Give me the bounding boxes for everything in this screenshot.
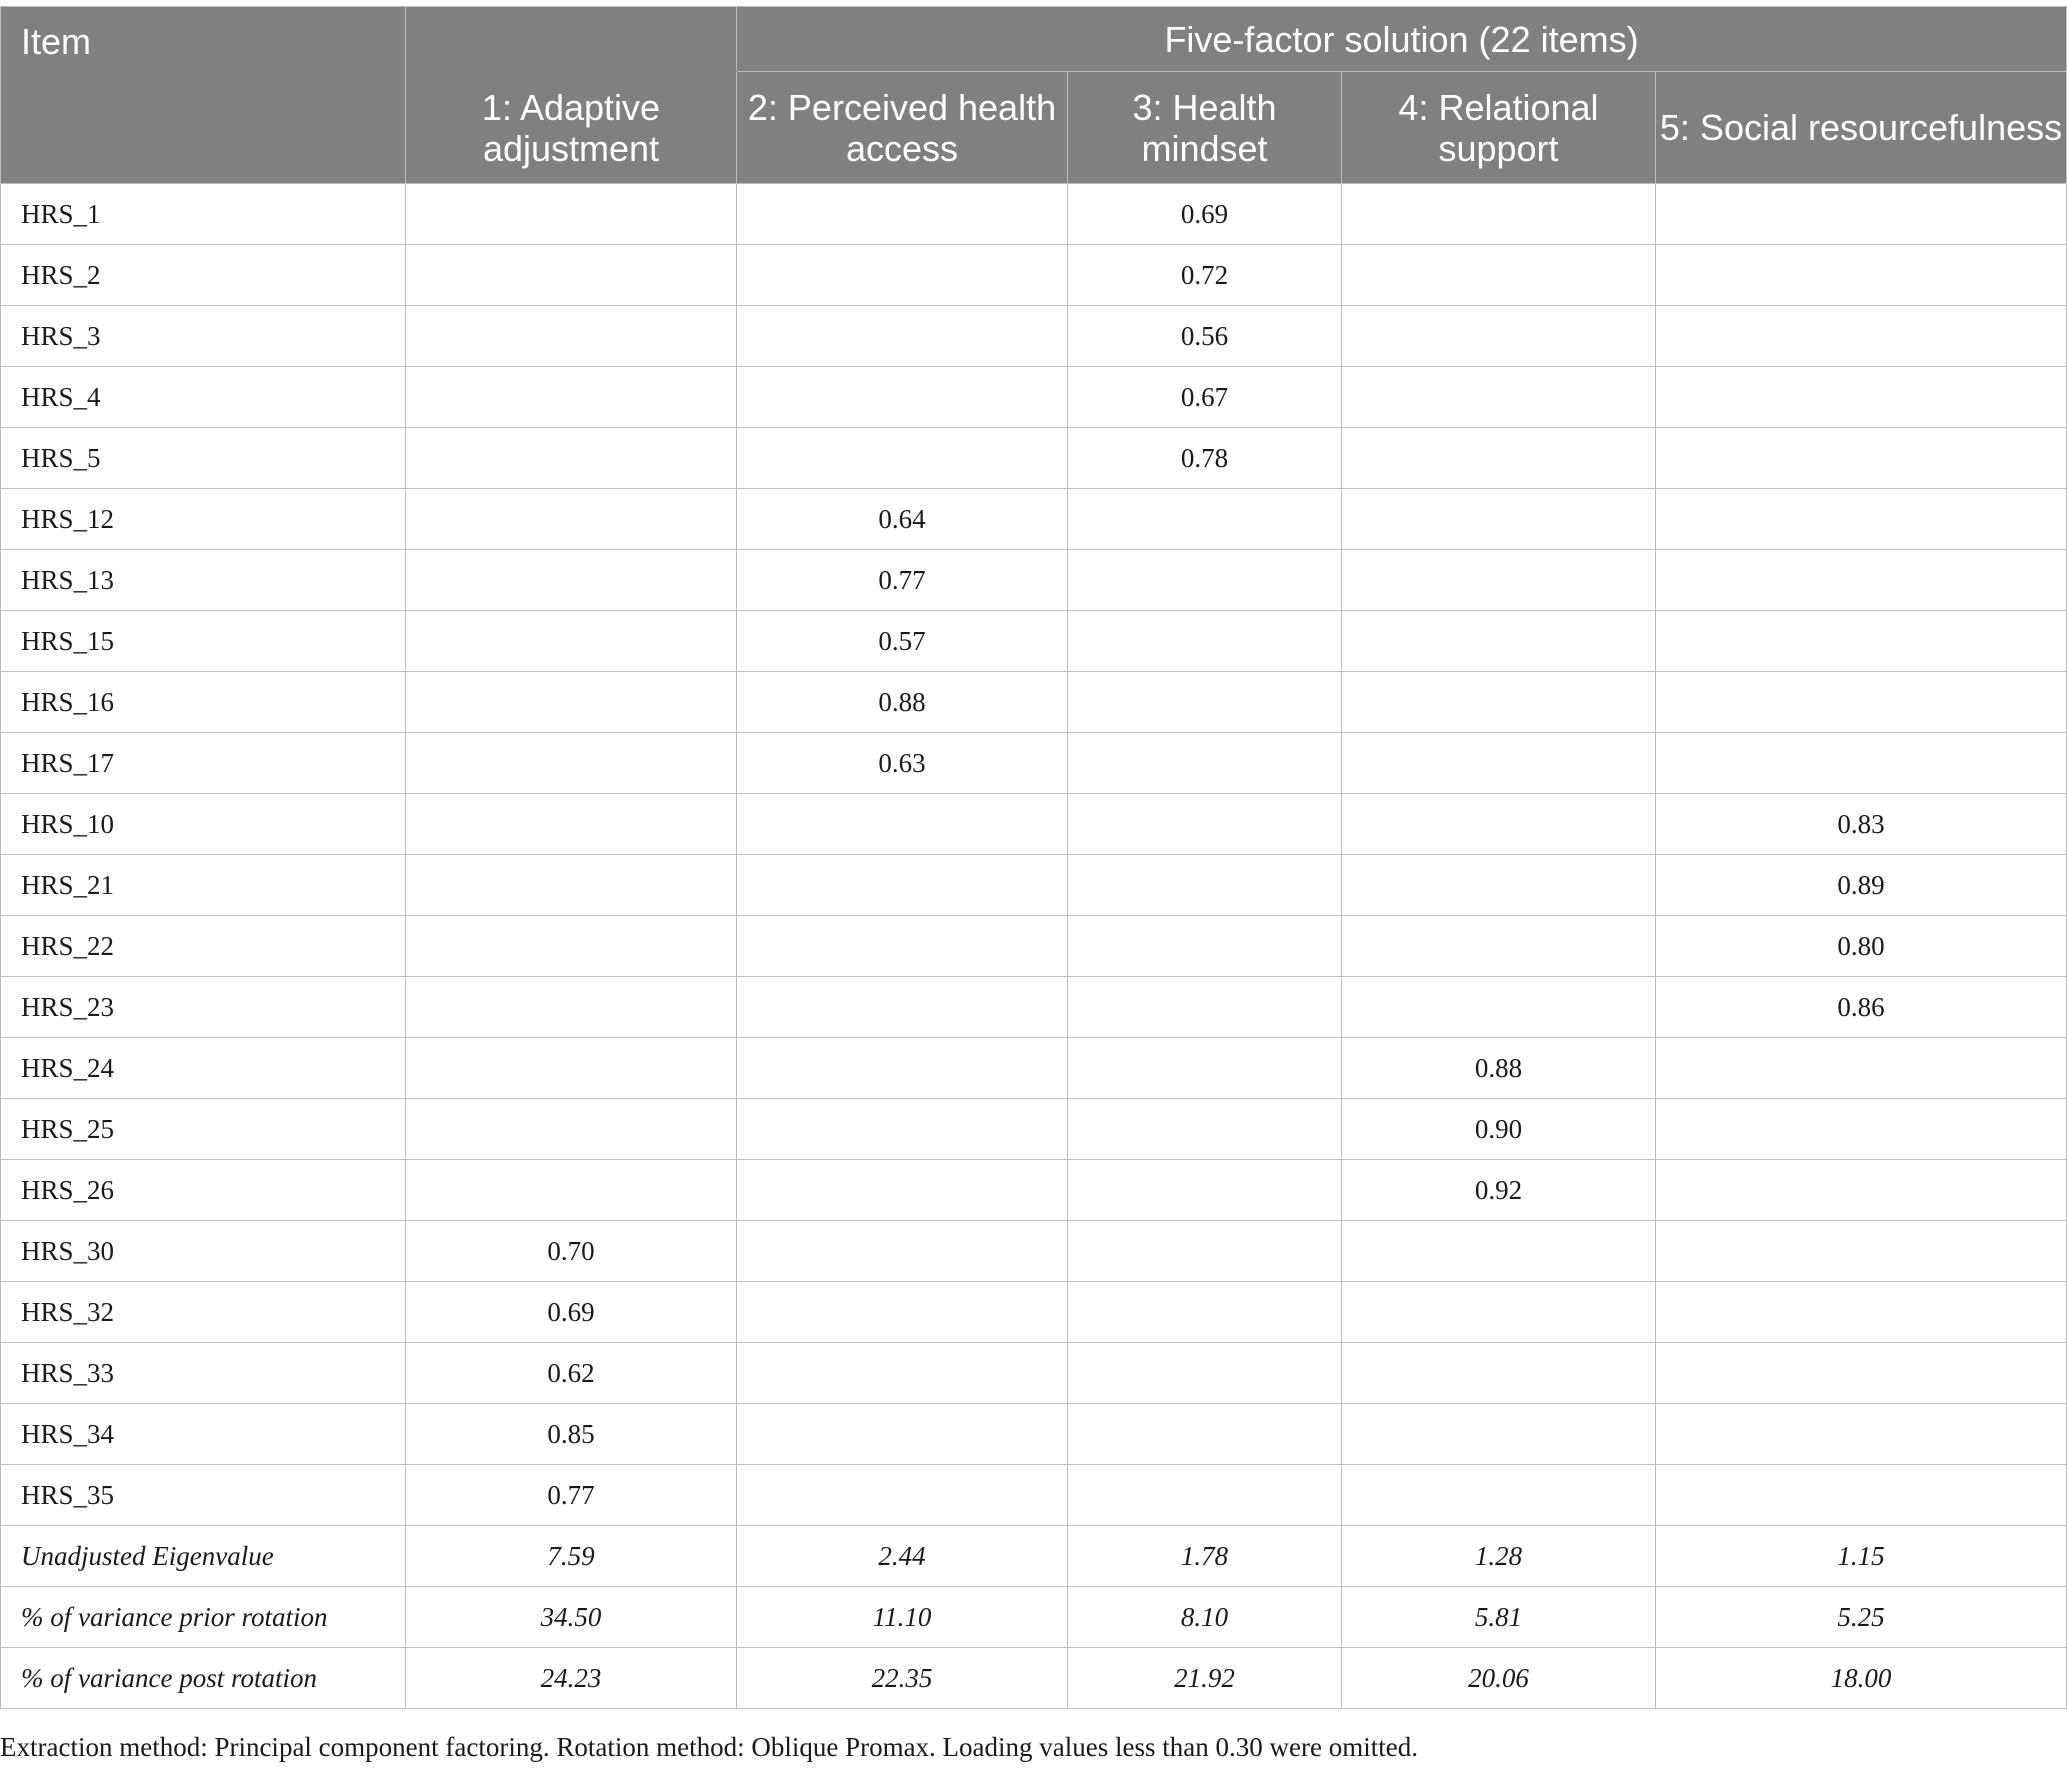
factor-5-cell: 18.00 <box>1656 1648 2067 1709</box>
factor-1-cell: 0.70 <box>406 1221 737 1282</box>
factor-2-cell <box>737 855 1068 916</box>
item-cell: HRS_21 <box>1 855 406 916</box>
factor-2-cell <box>737 184 1068 245</box>
factor-4-cell <box>1342 1404 1656 1465</box>
factor-5-cell <box>1656 1099 2067 1160</box>
group-header: Five-factor solution (22 items) <box>737 7 2067 72</box>
factor-3-cell <box>1068 672 1342 733</box>
factor-4-cell <box>1342 428 1656 489</box>
factor-3-cell <box>1068 1038 1342 1099</box>
factor-4-cell: 20.06 <box>1342 1648 1656 1709</box>
factor-1-cell <box>406 672 737 733</box>
factor-header-3: 3: Health mindset <box>1068 72 1342 184</box>
table-row <box>1 489 2067 550</box>
factor-1-cell: 7.59 <box>406 1526 737 1587</box>
factor-4-cell: 1.28 <box>1342 1526 1656 1587</box>
factor-5-cell <box>1656 1343 2067 1404</box>
summary-label-cell: % of variance prior rotation <box>1 1587 406 1648</box>
factor-3-cell: 8.10 <box>1068 1587 1342 1648</box>
factor-1-cell <box>406 306 737 367</box>
table-row <box>1 367 2067 428</box>
factor-4-cell <box>1342 550 1656 611</box>
factor-2-cell: 0.64 <box>737 489 1068 550</box>
factor-4-cell <box>1342 672 1656 733</box>
factor-5-cell <box>1656 1160 2067 1221</box>
item-cell: HRS_25 <box>1 1099 406 1160</box>
factor-1-cell <box>406 428 737 489</box>
summary-row <box>1 1526 2067 1587</box>
item-cell: HRS_1 <box>1 184 406 245</box>
factor-4-cell <box>1342 794 1656 855</box>
factor-3-cell <box>1068 1465 1342 1526</box>
factor-1-cell <box>406 367 737 428</box>
factor-2-cell: 0.63 <box>737 733 1068 794</box>
factor-5-cell <box>1656 1038 2067 1099</box>
table-row <box>1 672 2067 733</box>
factor-3-cell: 0.56 <box>1068 306 1342 367</box>
factor-3-cell <box>1068 550 1342 611</box>
table-row <box>1 1099 2067 1160</box>
factor-4-cell <box>1342 184 1656 245</box>
factor-3-cell: 0.72 <box>1068 245 1342 306</box>
factor-3-cell <box>1068 1160 1342 1221</box>
factor-4-cell: 0.90 <box>1342 1099 1656 1160</box>
factor-3-cell <box>1068 1221 1342 1282</box>
factor-4-cell <box>1342 977 1656 1038</box>
factor-5-cell <box>1656 550 2067 611</box>
factor-1-cell <box>406 611 737 672</box>
factor-2-cell <box>737 428 1068 489</box>
factor-5-cell: 5.25 <box>1656 1587 2067 1648</box>
item-cell: HRS_32 <box>1 1282 406 1343</box>
factor-2-cell <box>737 1282 1068 1343</box>
factor-5-cell <box>1656 245 2067 306</box>
table-row <box>1 733 2067 794</box>
item-cell: HRS_33 <box>1 1343 406 1404</box>
factor-2-cell <box>737 306 1068 367</box>
factor-4-cell <box>1342 367 1656 428</box>
factor-2-cell: 22.35 <box>737 1648 1068 1709</box>
item-cell: HRS_2 <box>1 245 406 306</box>
factor-3-cell <box>1068 1099 1342 1160</box>
factor-4-cell <box>1342 1343 1656 1404</box>
factor-3-cell: 0.67 <box>1068 367 1342 428</box>
factor-4-cell: 0.88 <box>1342 1038 1656 1099</box>
factor-2-cell: 11.10 <box>737 1587 1068 1648</box>
table-row <box>1 428 2067 489</box>
factor-5-cell <box>1656 184 2067 245</box>
item-cell: HRS_24 <box>1 1038 406 1099</box>
table-header <box>1 7 2067 184</box>
factor-3-cell <box>1068 733 1342 794</box>
table-row <box>1 1160 2067 1221</box>
factor-1-cell <box>406 1160 737 1221</box>
factor-5-cell <box>1656 611 2067 672</box>
factor-4-cell <box>1342 1221 1656 1282</box>
factor-1-cell <box>406 916 737 977</box>
table-row <box>1 1343 2067 1404</box>
factor-1-cell: 0.85 <box>406 1404 737 1465</box>
factor-5-cell <box>1656 1221 2067 1282</box>
factor-4-cell <box>1342 855 1656 916</box>
factor-3-cell <box>1068 1343 1342 1404</box>
factor-4-cell <box>1342 611 1656 672</box>
factor-header-4: 4: Relational support <box>1342 72 1656 184</box>
factor-5-cell <box>1656 672 2067 733</box>
table-row <box>1 1404 2067 1465</box>
factor-1-cell: 0.77 <box>406 1465 737 1526</box>
factor-5-cell: 1.15 <box>1656 1526 2067 1587</box>
factor-4-cell <box>1342 916 1656 977</box>
factor-2-cell <box>737 1404 1068 1465</box>
table-row <box>1 245 2067 306</box>
factor-2-cell <box>737 367 1068 428</box>
factor-3-cell <box>1068 977 1342 1038</box>
table-row <box>1 977 2067 1038</box>
table-row <box>1 550 2067 611</box>
factor-loading-table <box>0 6 2067 1709</box>
factor-5-cell: 0.80 <box>1656 916 2067 977</box>
factor-5-cell: 0.89 <box>1656 855 2067 916</box>
item-cell: HRS_30 <box>1 1221 406 1282</box>
factor-4-cell <box>1342 245 1656 306</box>
factor-1-cell <box>406 245 737 306</box>
factor-5-cell <box>1656 306 2067 367</box>
factor-3-cell <box>1068 1282 1342 1343</box>
factor-2-cell <box>737 1099 1068 1160</box>
factor-header-5: 5: Social resourcefulness <box>1656 72 2067 184</box>
factor-3-cell <box>1068 1404 1342 1465</box>
group-header-spacer <box>406 7 737 72</box>
factor-4-cell <box>1342 1465 1656 1526</box>
factor-2-cell <box>737 1160 1068 1221</box>
table-row <box>1 1038 2067 1099</box>
table-row <box>1 1282 2067 1343</box>
table-row <box>1 855 2067 916</box>
factor-1-cell <box>406 184 737 245</box>
item-cell: HRS_15 <box>1 611 406 672</box>
factor-2-cell: 2.44 <box>737 1526 1068 1587</box>
item-column-header: Item <box>1 7 406 184</box>
factor-5-cell: 0.86 <box>1656 977 2067 1038</box>
table-body <box>1 184 2067 1709</box>
factor-1-cell <box>406 977 737 1038</box>
item-cell: HRS_23 <box>1 977 406 1038</box>
summary-row <box>1 1587 2067 1648</box>
table-row <box>1 184 2067 245</box>
factor-1-cell: 24.23 <box>406 1648 737 1709</box>
factor-3-cell: 21.92 <box>1068 1648 1342 1709</box>
table-row <box>1 794 2067 855</box>
item-cell: HRS_34 <box>1 1404 406 1465</box>
factor-2-cell <box>737 977 1068 1038</box>
factor-4-cell <box>1342 489 1656 550</box>
factor-3-cell: 0.78 <box>1068 428 1342 489</box>
factor-1-cell <box>406 489 737 550</box>
item-cell: HRS_3 <box>1 306 406 367</box>
factor-3-cell <box>1068 489 1342 550</box>
item-cell: HRS_35 <box>1 1465 406 1526</box>
factor-loading-table-container <box>0 6 2067 1709</box>
factor-5-cell <box>1656 733 2067 794</box>
factor-2-cell <box>737 1465 1068 1526</box>
factor-5-cell <box>1656 1465 2067 1526</box>
table-row <box>1 1465 2067 1526</box>
item-cell: HRS_4 <box>1 367 406 428</box>
item-cell: HRS_16 <box>1 672 406 733</box>
factor-2-cell <box>737 916 1068 977</box>
factor-header-2: 2: Perceived health access <box>737 72 1068 184</box>
item-cell: HRS_22 <box>1 916 406 977</box>
factor-1-cell <box>406 733 737 794</box>
factor-5-cell: 0.83 <box>1656 794 2067 855</box>
factor-header-1: 1: Adaptive adjustment <box>406 72 737 184</box>
factor-2-cell: 0.77 <box>737 550 1068 611</box>
factor-5-cell <box>1656 1404 2067 1465</box>
factor-1-cell <box>406 855 737 916</box>
summary-label-cell: Unadjusted Eigenvalue <box>1 1526 406 1587</box>
factor-5-cell <box>1656 367 2067 428</box>
table-row <box>1 1221 2067 1282</box>
factor-5-cell <box>1656 1282 2067 1343</box>
factor-1-cell <box>406 794 737 855</box>
item-cell: HRS_5 <box>1 428 406 489</box>
summary-row <box>1 1648 2067 1709</box>
factor-1-cell: 0.62 <box>406 1343 737 1404</box>
table-row <box>1 306 2067 367</box>
factor-2-cell <box>737 1038 1068 1099</box>
factor-4-cell: 5.81 <box>1342 1587 1656 1648</box>
item-cell: HRS_13 <box>1 550 406 611</box>
item-cell: HRS_26 <box>1 1160 406 1221</box>
factor-3-cell: 0.69 <box>1068 184 1342 245</box>
summary-label-cell: % of variance post rotation <box>1 1648 406 1709</box>
factor-2-cell <box>737 245 1068 306</box>
table-footnote: Extraction method: Principal component factoring. Rotation method: Oblique Promax. Loading values less than 0.30 were omitted. <box>0 1732 1418 1762</box>
table-row <box>1 611 2067 672</box>
factor-3-cell <box>1068 855 1342 916</box>
table-row <box>1 916 2067 977</box>
factor-3-cell: 1.78 <box>1068 1526 1342 1587</box>
factor-2-cell <box>737 1343 1068 1404</box>
item-cell: HRS_17 <box>1 733 406 794</box>
factor-2-cell: 0.57 <box>737 611 1068 672</box>
factor-2-cell: 0.88 <box>737 672 1068 733</box>
factor-2-cell <box>737 1221 1068 1282</box>
factor-3-cell <box>1068 916 1342 977</box>
factor-1-cell <box>406 550 737 611</box>
factor-1-cell <box>406 1038 737 1099</box>
factor-5-cell <box>1656 428 2067 489</box>
factor-2-cell <box>737 794 1068 855</box>
item-cell: HRS_10 <box>1 794 406 855</box>
factor-5-cell <box>1656 489 2067 550</box>
factor-4-cell <box>1342 1282 1656 1343</box>
factor-1-cell <box>406 1099 737 1160</box>
factor-3-cell <box>1068 611 1342 672</box>
item-cell: HRS_12 <box>1 489 406 550</box>
factor-1-cell: 34.50 <box>406 1587 737 1648</box>
factor-4-cell <box>1342 733 1656 794</box>
factor-4-cell: 0.92 <box>1342 1160 1656 1221</box>
factor-1-cell: 0.69 <box>406 1282 737 1343</box>
factor-4-cell <box>1342 306 1656 367</box>
header-row-group <box>1 7 2067 72</box>
factor-3-cell <box>1068 794 1342 855</box>
